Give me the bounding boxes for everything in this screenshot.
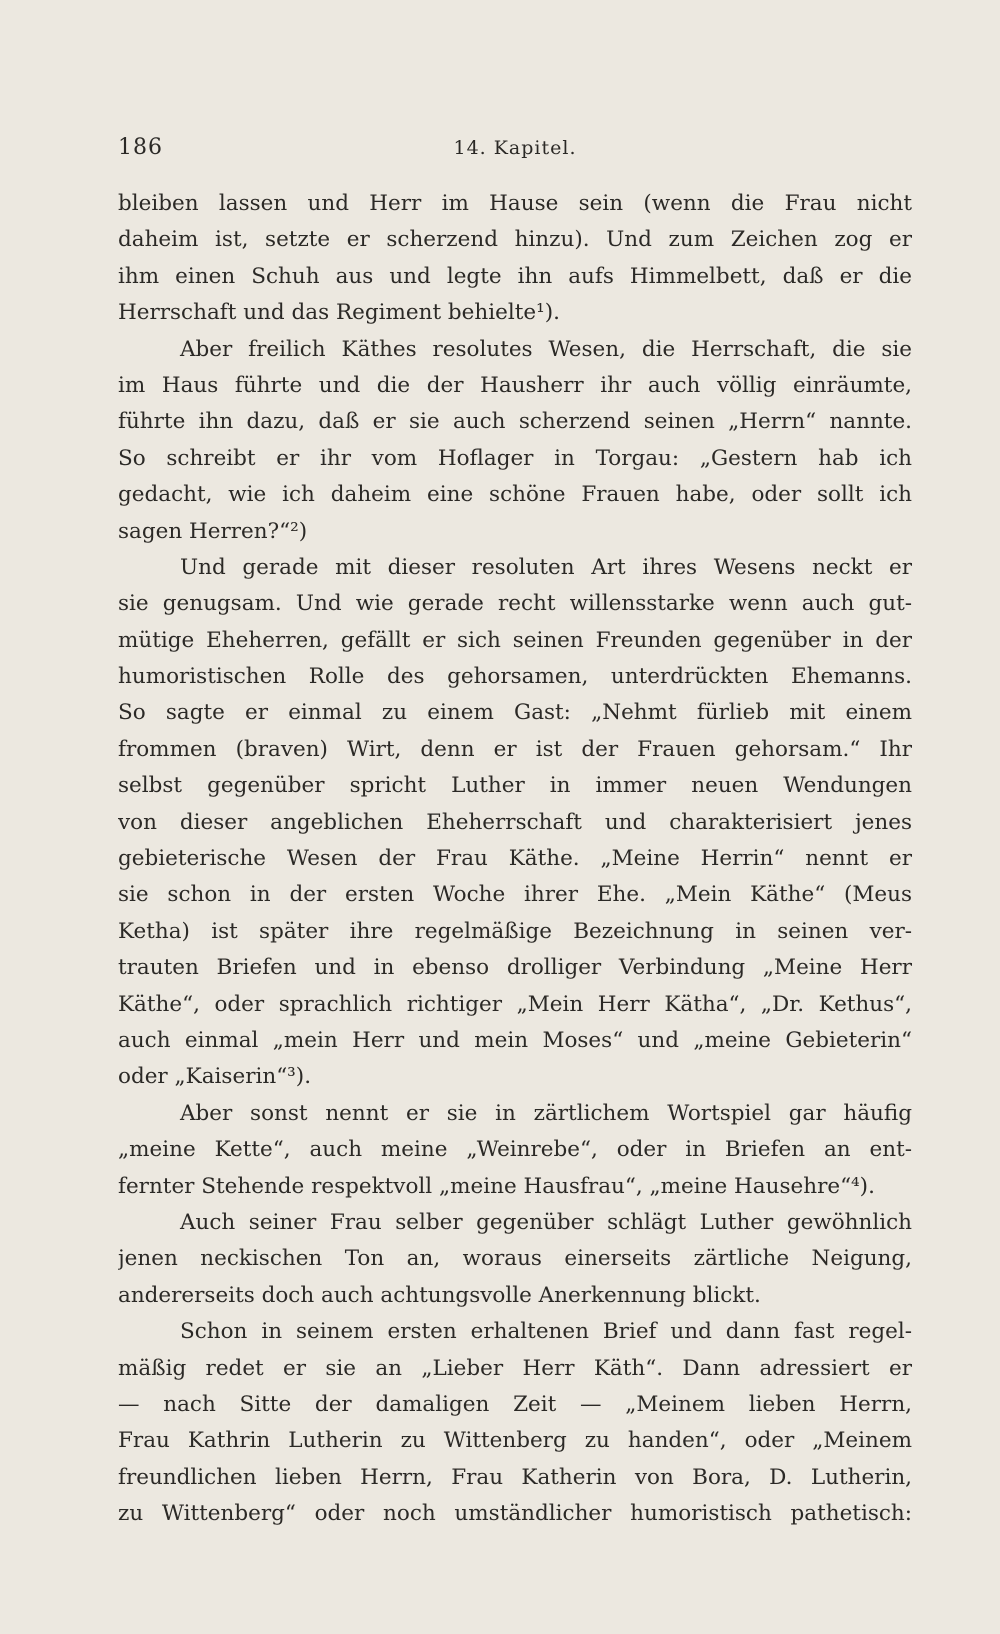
text-line: gedacht, wie ich daheim eine schöne Frauen habe, oder sollt ich (118, 482, 912, 508)
text-line: freundlichen lieben Herrn, Frau Katherin von Bora, D. Lutherin, (118, 1464, 912, 1490)
text-line: von dieser angeblichen Eheherrschaft und charakterisiert jenes (118, 809, 912, 835)
text-line: führte ihn dazu, daß er sie auch scherzend seinen „Herrn“ nannte. (118, 409, 912, 435)
text-line: im Haus führte und die der Hausherr ihr auch völlig einräumte, (118, 372, 912, 398)
text-line: So schreibt er ihr vom Hoflager in Torgau: „Gestern hab ich (118, 445, 912, 471)
text-line: bleiben lassen und Herr im Hause sein (wenn die Frau nicht (118, 191, 912, 216)
text-line: sagen Herren?“²) (118, 518, 308, 544)
text-line: gebieterische Wesen der Frau Käthe. „Meine Herrin“ nennt er (118, 846, 912, 872)
text-line: Und gerade mit dieser resoluten Art ihres Wesens neckt er (180, 554, 912, 580)
text-line: humoristischen Rolle des gehorsamen, unterdrückten Ehemanns. (118, 664, 912, 690)
text-line: mäßig redet er sie an „Lieber Herr Käth“. Dann adressiert er (118, 1355, 912, 1381)
page-number: 186 (118, 135, 163, 160)
text-line: Herrschaft und das Regiment behielte¹). (118, 300, 560, 326)
text-line: — nach Sitte der damaligen Zeit — „Meinem lieben Herrn, (118, 1391, 912, 1417)
text-line: sie genugsam. Und wie gerade recht willensstarke wenn auch gut- (118, 591, 912, 617)
text-line: daheim ist, setzte er scherzend hinzu). Und zum Zeichen zog er (118, 227, 912, 253)
text-line: Aber sonst nennt er sie in zärtlichem Wortspiel gar häufig (180, 1100, 912, 1126)
text-line: selbst gegenüber spricht Luther in immer neuen Wendungen (118, 773, 912, 799)
text-line: Schon in seinem ersten erhaltenen Brief und dann fast regel- (180, 1319, 912, 1345)
running-head: 14. Kapitel. (453, 137, 577, 159)
text-line: oder „Kaiserin“³). (118, 1064, 312, 1090)
text-line: „meine Kette“, auch meine „Weinrebe“, oder in Briefen an ent- (118, 1137, 912, 1163)
text-line: Auch seiner Frau selber gegenüber schlägt Luther gewöhnlich (180, 1209, 912, 1235)
page-header (118, 135, 912, 167)
text-line: auch einmal „mein Herr und mein Moses“ und „meine Gebieterin“ (118, 1027, 912, 1053)
text-line: frommen (braven) Wirt, denn er ist der Frauen gehorsam.“ Ihr (118, 736, 912, 762)
text-line: andererseits doch auch achtungsvolle Anerkennung blickt. (118, 1282, 761, 1308)
text-line: So sagte er einmal zu einem Gast: „Nehmt fürlieb mit einem (118, 700, 912, 726)
text-line: Frau Kathrin Lutherin zu Wittenberg zu handen“, oder „Meinem (118, 1428, 912, 1454)
text-line: fernter Stehende respektvoll „meine Hausfrau“, „meine Hausehre“⁴). (118, 1173, 875, 1199)
text-line: Käthe“, oder sprachlich richtiger „Mein Herr Kätha“, „Dr. Kethus“, (118, 991, 912, 1017)
text-line: trauten Briefen und in ebenso drolliger Verbindung „Meine Herr (118, 955, 912, 981)
text-line: ihm einen Schuh aus und legte ihn aufs Himmelbett, daß er die (118, 263, 912, 289)
text-line: jenen neckischen Ton an, woraus einerseits zärtliche Neigung, (118, 1246, 912, 1272)
text-line: Ketha) ist später ihre regelmäßige Bezeichnung in seinen ver- (118, 918, 912, 944)
text-line: mütige Eheherren, gefällt er sich seinen Freunden gegenüber in der (118, 627, 912, 653)
text-line: sie schon in der ersten Woche ihrer Ehe. „Mein Käthe“ (Meus (118, 882, 912, 908)
body-text (118, 186, 912, 1532)
text-line: zu Wittenberg“ oder noch umständlicher humoristisch pathetisch: (118, 1501, 912, 1527)
text-line: Aber freilich Käthes resolutes Wesen, die Herrschaft, die sie (180, 336, 912, 362)
